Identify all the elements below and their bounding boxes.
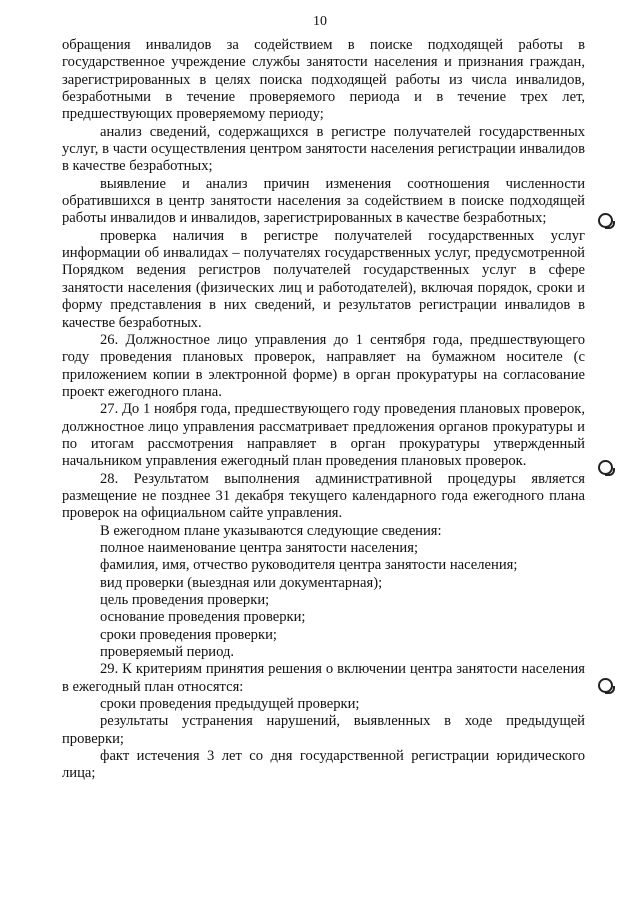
list-item: полное наименование центра занятости населения; <box>100 539 419 556</box>
list-item: факт истечения 3 лет со дня государственной регистрации юридического лица; <box>62 748 585 782</box>
paragraph: 27. До 1 ноября года, предшествующего году проведения плановых проверок, должностное лицо управления рассматривает предложения органов прокуратуры и по итогам рассмотрения направляет в орган прокуратуры утвержденный начальником управления ежегодный план проведения плановых проверок. <box>62 401 585 470</box>
paragraph: 29. К критериям принятия решения о включении центра занятости населения в ежегодный план относятся: <box>62 661 585 695</box>
list-item: сроки проведения проверки; <box>100 626 277 643</box>
paragraph: обращения инвалидов за содействием в поиске подходящей работы в государственное учреждение службы занятости населения и признания граждан, зарегистрированных в целях поиска подходящей работы из числа инвалидов, безработными в течение проверяемого периода и в течение трех лет, предшествующих проверяемому периоду; <box>62 37 585 123</box>
paragraph: выявление и анализ причин изменения соотношения численности обратившихся в центр занятости населения за содействием в поиске подходящей работы инвалидов и инвалидов, зарегистрированных в качестве безработных; <box>62 175 585 227</box>
paragraph: проверка наличия в регистре получателей государственных услуг информации об инвалидах – получателях государственных услуг, предусмотренной Порядком ведения регистров получателей государственных услуг в сфере занятости населения (физических лиц и работодателей), включая порядок, сроки и форму представления в них сведений, и результатов регистрации инвалидов в качестве безработных. <box>62 227 585 331</box>
binder-hole-icon <box>598 460 613 475</box>
page-number: 10 <box>313 14 327 29</box>
binder-hole-icon <box>598 213 613 228</box>
paragraph: В ежегодном плане указываются следующие сведения: <box>100 522 442 539</box>
paragraph: 26. Должностное лицо управления до 1 сентября года, предшествующего году проведения плановых проверок, направляет на бумажном носителе (с приложением копии в электронной форме) в орган прокуратуры на согласование проект ежегодного плана. <box>62 331 585 400</box>
list-item: фамилия, имя, отчество руководителя центра занятости населения; <box>100 557 518 574</box>
list-item: цель проведения проверки; <box>100 592 270 608</box>
paragraph: 28. Результатом выполнения административной процедуры является размещение не позднее 31 декабря текущего календарного года ежегодного плана проверок на официальном сайте управления. <box>62 470 585 522</box>
list-item: проверяемый период. <box>100 644 235 661</box>
binder-hole-icon <box>598 678 613 693</box>
list-item: сроки проведения предыдущей проверки; <box>100 696 360 713</box>
document-body <box>62 37 585 783</box>
list-item: основание проведения проверки; <box>100 609 306 626</box>
list-item: вид проверки (выездная или документарная); <box>100 574 383 591</box>
paragraph: анализ сведений, содержащихся в регистре получателей государственных услуг, в части осуществления центром занятости населения регистрации инвалидов в качестве безработных; <box>62 123 585 175</box>
list-item: результаты устранения нарушений, выявленных в ходе предыдущей проверки; <box>62 713 585 747</box>
